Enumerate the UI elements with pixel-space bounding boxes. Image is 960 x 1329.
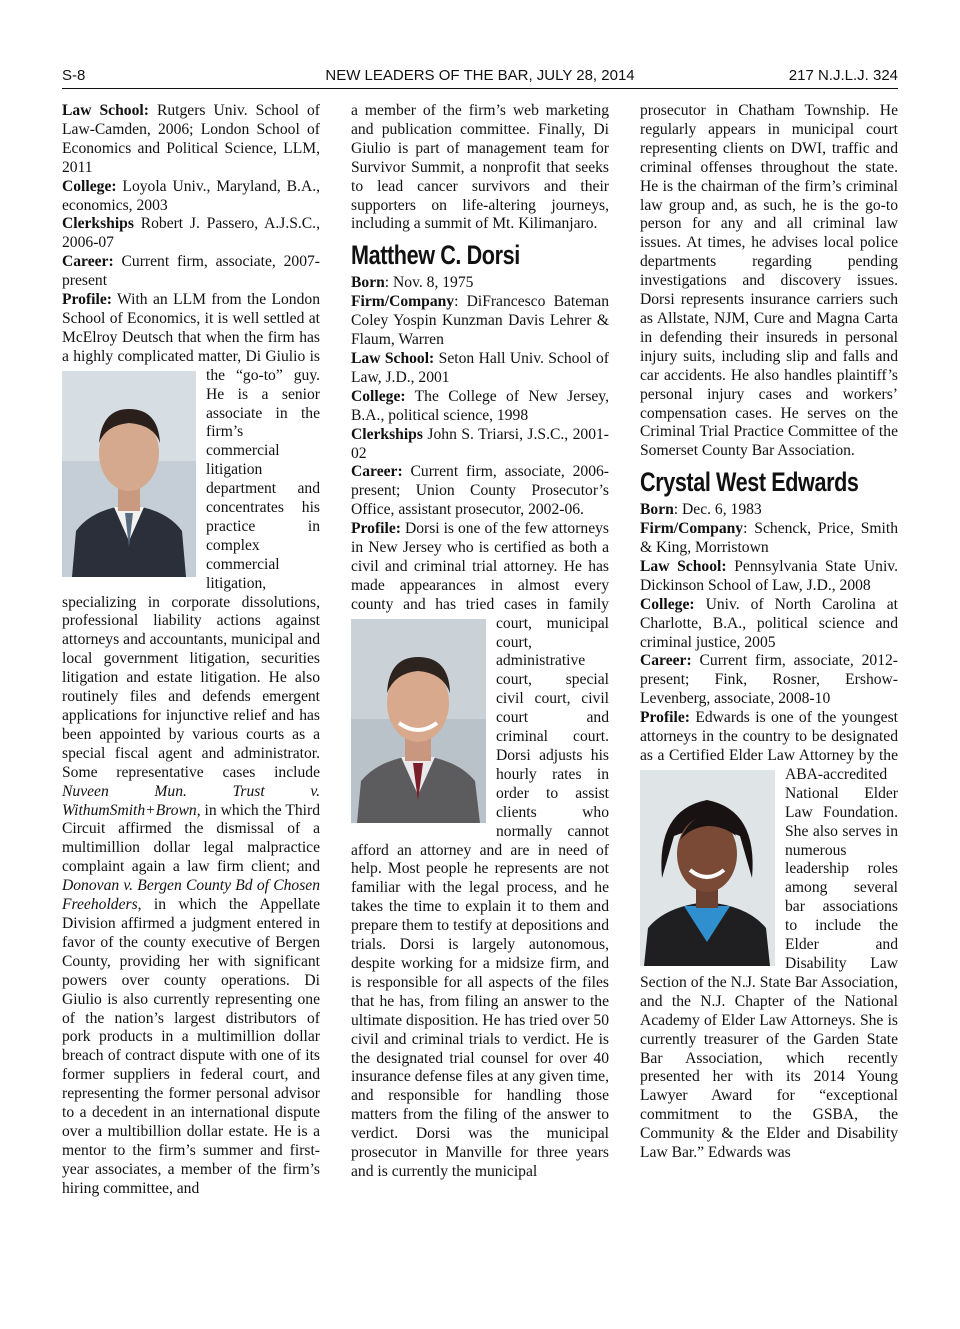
college-entry — [62, 178, 320, 216]
continued-text: prosecutor in Chatham Township. He regularly appears in municipal court representing clients on DWI, traffic and criminal offenses throughout the state. He is the chairman of the firm’s criminal law group and, as such, he is the go-to person for any and all criminal law issues. At times, he advises local police departments regarding pending investigations and discovery issues. Dorsi represents insurance carriers such as Allstate, NJM, Cure and Magna Carta in defending their insureds in personal injury suits, including slip and falls and car accidents. He also handles plaintiff’s personal injury cases and workers’ compensation cases. He serves on the Criminal Trial Practice Committee of the Somerset County Bar Association. — [640, 102, 898, 460]
label: Profile: — [62, 291, 112, 309]
label: Firm/Company — [351, 293, 455, 311]
value: Univ. of North Carolina at Charlotte, B.A., political science and criminal justice, 2005 — [640, 595, 898, 651]
value: Rutgers Univ. School of Law-Camden, 2006; London School of Economics and Political Science, LLM, 2011 — [62, 102, 321, 176]
label: Born — [640, 501, 674, 519]
value: Current firm, associate, 2007-present — [62, 253, 321, 290]
header-rule — [62, 88, 898, 89]
label: Born — [351, 274, 385, 292]
label: Clerkships — [62, 215, 134, 233]
label: Law School: — [351, 349, 435, 367]
career-entry — [62, 253, 320, 291]
firm-entry — [640, 520, 898, 558]
profile-text: With an LLM from the London School of Economics, it is well settled at McElroy Deutsch that when the firm has a highly complicated matter, Di Giulio is the — [62, 291, 320, 384]
label: Clerkships — [351, 425, 423, 443]
profile-text: Dorsi is one of the few attorneys in New Jersey who is certified as both a civil and criminal trial attorney. He has made appearances in almost every county and has tried — [351, 520, 609, 613]
case-name: Nuveen Mun. Trust v. WithumSmith+Brown — [62, 782, 320, 819]
born-entry — [640, 501, 898, 520]
value: Robert J. Passero, A.J.S.C., 2006-07 — [62, 215, 320, 252]
portrait-photo-dorsi — [351, 619, 486, 823]
profile-entry — [640, 709, 898, 1163]
label: Career: — [62, 253, 114, 271]
career-entry — [351, 463, 609, 520]
firm-entry — [351, 293, 609, 350]
label: College: — [351, 387, 406, 405]
profile-text: Law Attorney by the ABA-accredited National Elder Law Foundation. She also serves in numerous leadership roles among several bar associations to include the Elder and Disability Law Section of the N.J. State Bar Association, and the N.J. Chapter of the National Academy of Elder Law Attorneys. She is currently treasurer of the Garden State Bar Association, which recently presented her with its 2014 Young Lawyer Award for “exceptional commitment to the GSBA, the Community & the Elder and Disability Law Bar.” Edwards was — [640, 747, 898, 1162]
college-entry — [351, 388, 609, 426]
value: : DiFrancesco Bateman Coley Yospin Kunzman Davis Lehrer & Flaum, Warren — [351, 293, 609, 349]
profile-text: , in which the Appellate Division affirmed a judgment entered in favor of the county executive of Bergen County, providing her with significant powers over county operations. Di Giulio is also currently representing one of the nation’s largest distributors of pork products in a multimillion dollar breach of contract dispute with one of its former suppliers in federal court, and representing the former personal advisor to a decedent in an international dispute over a multibillion dollar estate. He is a mentor to the firm’s summer and first-year associates, a member of the firm’s hiring committee, and — [62, 896, 320, 1197]
clerkships-entry — [62, 215, 320, 253]
portrait-photo-di-giulio — [62, 371, 196, 577]
label: Law School: — [62, 102, 149, 119]
law-school-entry — [640, 558, 898, 596]
profile-text: cases in family court, municipal court, administrative court, special civil court, civil court and criminal court. Dorsi adjusts his hourly rates in order to assist clients who normally cannot afford an attorney and are in need of help. Most people he represents are not familiar with the legal process, and he takes the time to explain it to them and prepare them to testify at depositions and trials. Dorsi is largely autonomous, despite working for a midsize firm, and is responsible for all aspects of the files that he has, from filing an answer to the ultimate disposition. He has tried over 50 civil and criminal trials to verdict. He is the designated trial counsel for over 40 insurance defense files at any given time, and responsible for handling those matters from the filing of the answer to verdict. Dorsi was the municipal prosecutor in Manville for three years and is currently the municipal — [351, 595, 609, 1180]
value: Current firm, associate, 2012-present; Fink, Rosner, Ershow-Levenberg, associate, 2008-10 — [640, 652, 899, 708]
case-name: Donovan v. Bergen County Bd of Chosen Freeholders — [62, 877, 320, 914]
college-entry — [640, 596, 898, 653]
career-entry — [640, 652, 898, 709]
law-school-entry — [351, 350, 609, 388]
value: Current firm, associate, 2006-present; Union County Prosecutor’s Office, assistant prosecutor, 2002-06. — [351, 463, 610, 519]
label: College: — [62, 177, 117, 195]
law-school-entry — [62, 102, 320, 178]
label: Law School: — [640, 557, 727, 575]
label: Profile: — [640, 709, 690, 727]
value: : Dec. 6, 1983 — [673, 501, 762, 519]
citation: 217 N.J.L.J. 324 — [788, 66, 898, 84]
label: College: — [640, 595, 695, 613]
page-number: S-8 — [62, 66, 86, 84]
value: : Schenck, Price, Smith & King, Morristown — [640, 520, 898, 557]
continued-text: a member of the firm’s web marketing and publication committee. Finally, Di Giulio is part of management team for Survivor Summit, a nonprofit that seeks to lead cancer survivors and their supporters on life-altering journeys, including a summit of Mt. Kilimanjaro. — [351, 102, 609, 233]
publication-title: NEW LEADERS OF THE BAR, JULY 28, 2014 — [325, 66, 635, 84]
profile-text: , in which the Third Circuit affirmed the dismissal of a multimillion dollar legal malpractice complaint again a law firm client; and — [62, 801, 320, 876]
value: Seton Hall Univ. School of Law, J.D., 2001 — [351, 349, 609, 386]
value: Pennsylvania State Univ. Dickinson School of Law, J.D., 2008 — [640, 557, 898, 594]
label: Firm/Company — [640, 520, 744, 538]
portrait-photo-edwards — [640, 770, 775, 966]
attorney-name-heading: Crystal West Edwards — [640, 467, 859, 498]
born-entry — [351, 274, 609, 293]
clerkships-entry — [351, 426, 609, 464]
page-header — [62, 64, 898, 86]
label: Career: — [640, 652, 692, 670]
value: The College of New Jersey, B.A., political science, 1998 — [351, 387, 609, 424]
profile-text: “go-to” guy. He is a senior associate in the firm’s commercial litigation department and concentrates his practice in complex commercial litigation, specializing in corporate dissolutions, professional liability actions against attorneys and accountants, municipal and local government litigation, securities litigation and estate litigation. He also routinely files and defends emergent applications for injunctive relief and has been appointed by various courts as a special fiscal agent and administrator. Some representative cases include — [62, 366, 320, 781]
profile-text: Edwards is one of the youngest attorneys in the country to be designated as a Certified Elder — [640, 709, 898, 764]
label: Career: — [351, 463, 403, 481]
label: Profile: — [351, 520, 401, 538]
profile-entry — [351, 520, 609, 1182]
profile-entry — [62, 291, 320, 1199]
value: : Nov. 8, 1975 — [384, 274, 474, 292]
column-1 — [62, 102, 320, 1199]
value: Loyola Univ., Maryland, B.A., economics, 2003 — [62, 177, 320, 214]
column-3 — [640, 102, 898, 1163]
attorney-name-heading: Matthew C. Dorsi — [351, 240, 520, 271]
column-2 — [351, 102, 609, 1182]
value: John S. Triarsi, J.S.C., 2001-02 — [351, 425, 610, 462]
